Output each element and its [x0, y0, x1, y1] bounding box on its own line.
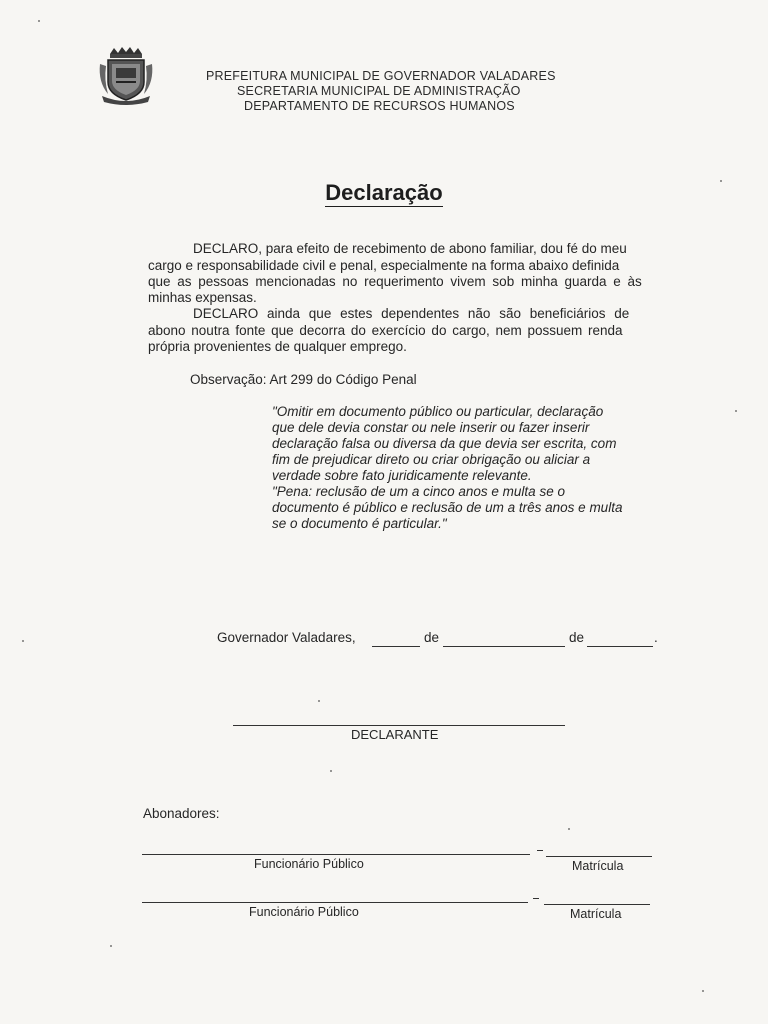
abonadores-label: Abonadores:	[143, 806, 220, 821]
funcionario-publico-label: Funcionário Público	[254, 857, 364, 871]
funcionario-publico-label: Funcionário Público	[249, 905, 359, 919]
city-label: Governador Valadares,	[217, 630, 356, 645]
scan-speck	[735, 410, 737, 412]
declarante-signature-line[interactable]	[233, 725, 565, 726]
month-blank-line[interactable]	[443, 646, 565, 647]
quote-line: se o documento é particular."	[272, 516, 447, 531]
paragraph1-line: cargo e responsabilidade civil e penal, especialmente na forma abaixo definida	[148, 258, 620, 273]
paragraph2-line: DECLARO ainda que estes dependentes não são beneficiários de	[193, 306, 630, 321]
de-label: de	[424, 630, 440, 645]
day-blank-line[interactable]	[372, 646, 420, 647]
matricula-label: Matrícula	[572, 859, 624, 873]
quote-line: fim de prejudicar direto ou criar obrigação ou aliciar a	[272, 452, 591, 467]
scan-speck	[22, 640, 24, 642]
abonador-signature-line[interactable]	[142, 902, 528, 903]
year-blank-line[interactable]	[587, 646, 653, 647]
scan-speck	[720, 180, 722, 182]
paragraph1-line: que as pessoas mencionadas no requerimento vivem sob minha guarda e às	[148, 274, 642, 289]
quote-line: verdade sobre fato juridicamente relevante.	[272, 468, 532, 483]
scan-speck	[702, 990, 704, 992]
matricula-line[interactable]	[546, 856, 652, 857]
quote-line: declaração falsa ou diversa da que devia ser escrita, com	[272, 436, 617, 451]
document-title-text: Declaração	[325, 180, 443, 205]
matricula-label: Matrícula	[570, 907, 622, 921]
observation-label: Observação: Art 299 do Código Penal	[190, 372, 417, 387]
de-label: de	[569, 630, 585, 645]
paragraph2-line: abono noutra fonte que decorra do exercício do cargo, nem possuem renda	[148, 323, 623, 338]
quote-line: que dele devia constar ou nele inserir ou fazer inserir	[272, 420, 590, 435]
header-prefeitura: PREFEITURA MUNICIPAL DE GOVERNADOR VALADARES	[206, 69, 556, 83]
matricula-line[interactable]	[544, 904, 650, 905]
declarante-label: DECLARANTE	[351, 727, 439, 742]
dash-separator	[533, 898, 539, 899]
quote-line: "Omitir em documento público ou particular, declaração	[272, 404, 604, 419]
scan-speck	[568, 828, 570, 830]
scan-speck	[330, 770, 332, 772]
scan-speck	[110, 945, 112, 947]
dash-separator	[537, 850, 543, 851]
period-mark: .	[654, 630, 658, 645]
scan-speck	[318, 700, 320, 702]
paragraph1-line: minhas expensas.	[148, 290, 257, 305]
paragraph2-line: própria provenientes de qualquer emprego.	[148, 339, 407, 354]
quote-line: documento é público e reclusão de um a três anos e multa	[272, 500, 623, 515]
abonador-signature-line[interactable]	[142, 854, 530, 855]
municipal-crest-logo	[96, 44, 156, 106]
quote-line: "Pena: reclusão de um a cinco anos e multa se o	[272, 484, 565, 499]
scan-speck	[38, 20, 40, 22]
paragraph1-line: DECLARO, para efeito de recebimento de abono familiar, dou fé do meu	[193, 241, 627, 256]
header-departamento: DEPARTAMENTO DE RECURSOS HUMANOS	[244, 99, 515, 113]
document-title	[0, 180, 768, 206]
header-secretaria: SECRETARIA MUNICIPAL DE ADMINISTRAÇÃO	[237, 84, 521, 98]
